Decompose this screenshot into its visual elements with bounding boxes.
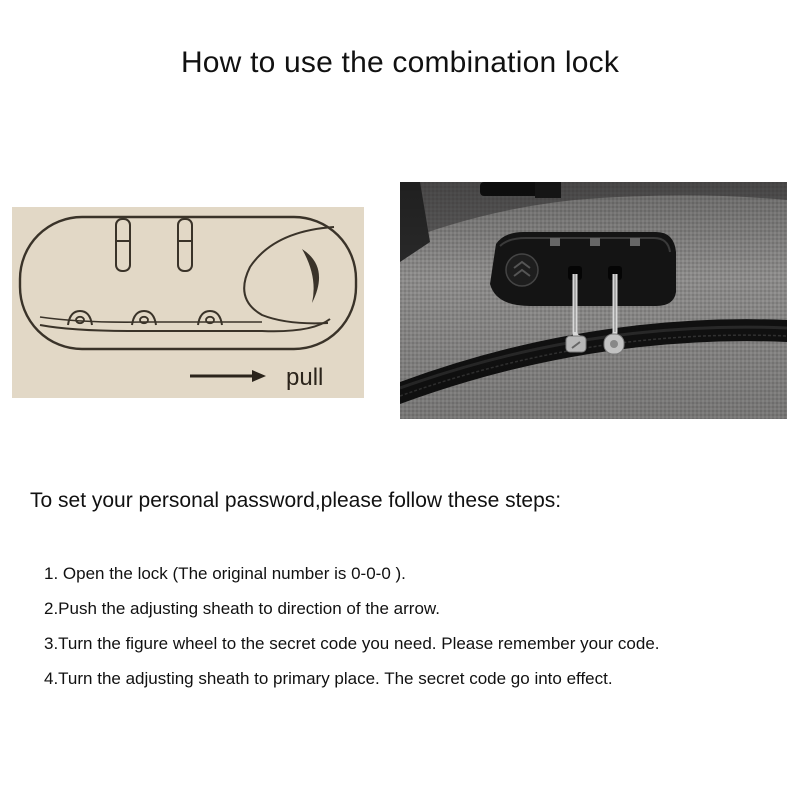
lock-photo [400, 182, 787, 419]
number-wheel [198, 311, 222, 325]
crescent-mark [302, 249, 319, 303]
dial-wheel [630, 238, 640, 246]
instructions-intro: To set your personal password,please follow these steps: [30, 489, 562, 512]
shackle-slot [116, 219, 130, 271]
shackle-slot [178, 219, 192, 271]
step-item: 1. Open the lock (The original number is 0-0-0 ). [44, 564, 406, 583]
number-wheel [68, 311, 92, 325]
lock-head [244, 227, 334, 323]
right-arrow-icon [190, 370, 266, 382]
step-item: 4.Turn the adjusting sheath to primary place. The secret code go into effect. [44, 669, 613, 688]
step-item: 3.Turn the figure wheel to the secret code you need. Please remember your code. [44, 634, 660, 653]
combination-lock [490, 232, 676, 306]
page-title: How to use the combination lock [180, 46, 620, 79]
dial-wheel [550, 238, 560, 246]
number-wheel [132, 311, 156, 325]
lock-diagram [12, 207, 364, 398]
steps-list [44, 563, 660, 703]
step-item: 2.Push the adjusting sheath to direction of the arrow. [44, 599, 440, 618]
dial-wheel [590, 238, 600, 246]
pull-label: pull [286, 364, 324, 391]
